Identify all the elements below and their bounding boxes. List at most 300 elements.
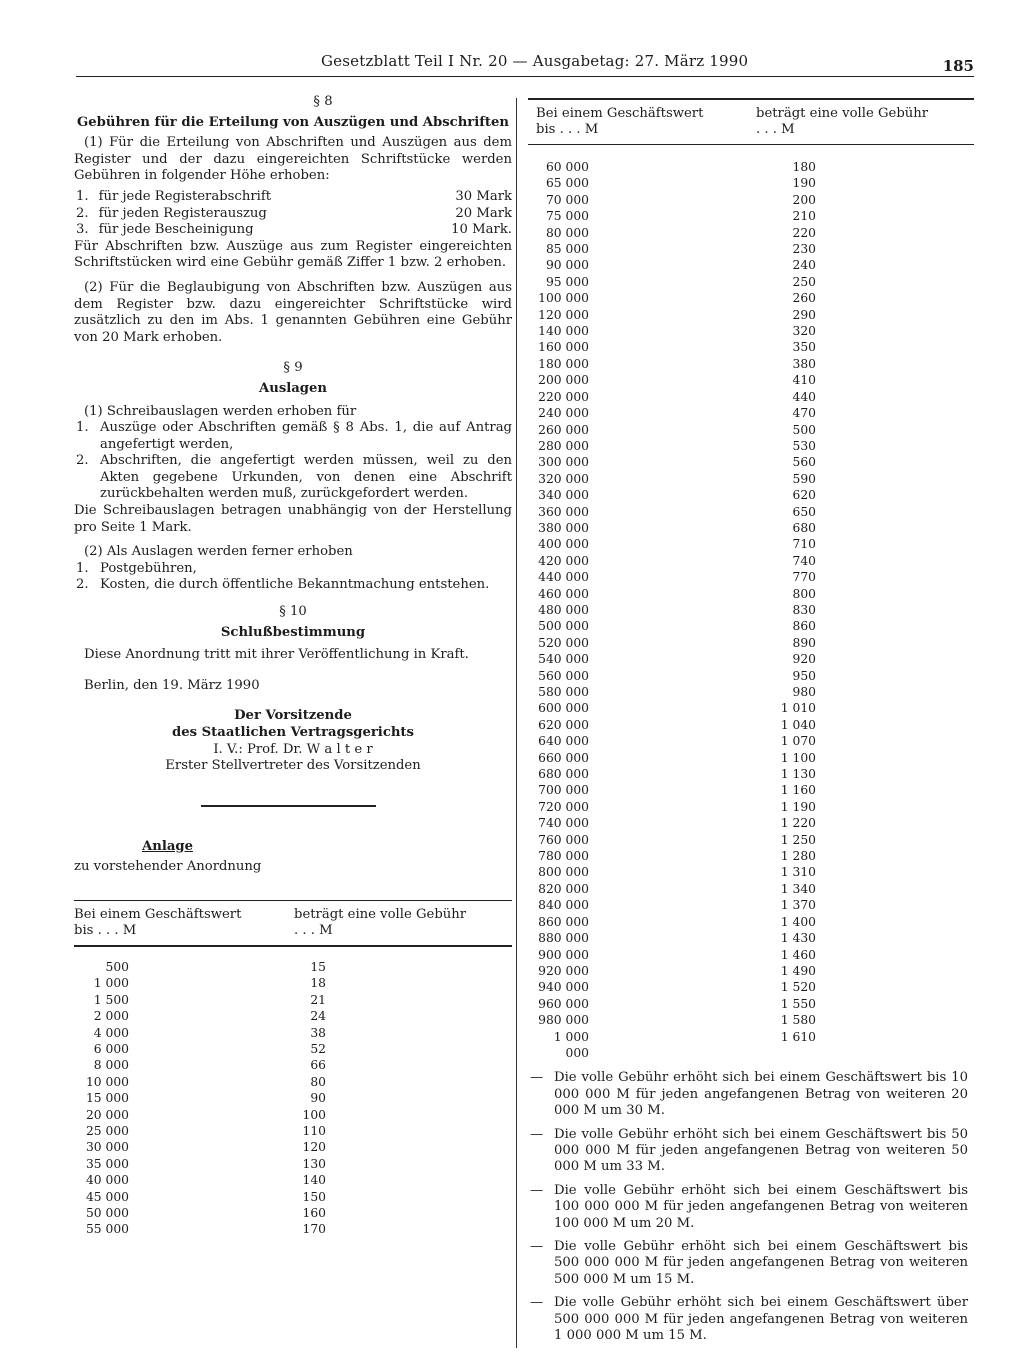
header-col1-line1: Bei einem Geschäftswert xyxy=(74,907,242,923)
fee-item xyxy=(74,222,512,239)
table-row xyxy=(528,700,974,716)
header-col2-line2: . . . M xyxy=(756,121,795,137)
fee-item-amount: 20 Mark xyxy=(455,205,512,221)
business-value-cell: 120 000 xyxy=(538,307,589,322)
fee-cell: 220 xyxy=(792,225,816,240)
business-value-cell: 640 000 xyxy=(538,734,589,749)
business-value-cell: 400 000 xyxy=(538,537,589,552)
fee-cell: 1 430 xyxy=(780,931,816,946)
note-item xyxy=(528,1127,974,1176)
business-value-cell: 840 000 xyxy=(538,898,589,913)
table-row xyxy=(528,832,974,848)
table-header-rule xyxy=(74,945,512,947)
fee-item-label xyxy=(74,222,254,239)
business-value-cell: 15 000 xyxy=(85,1091,129,1106)
section-10-text: Diese Anordnung tritt mit ihrer Veröffentlichung in Kraft. xyxy=(84,647,469,663)
fee-cell: 560 xyxy=(792,455,816,470)
header-col1-line2: bis . . . M xyxy=(536,121,599,137)
list-item-text: Kosten, die durch öffentliche Bekanntmachung entstehen. xyxy=(100,577,490,593)
table-row xyxy=(74,1189,512,1205)
fee-cell: 1 100 xyxy=(780,750,816,765)
business-value-cell: 500 xyxy=(105,959,129,974)
fee-cell: 320 xyxy=(792,324,816,339)
list-item-number: 2. xyxy=(76,453,89,469)
table-row xyxy=(74,1221,512,1237)
business-value-cell: 340 000 xyxy=(538,488,589,503)
fee-item-label xyxy=(74,189,271,206)
business-value-cell: 940 000 xyxy=(538,980,589,995)
fee-item-amount: 10 Mark. xyxy=(451,222,512,238)
table-row xyxy=(528,1012,974,1028)
table-row xyxy=(528,717,974,733)
fee-cell: 980 xyxy=(792,685,816,699)
signature-name: I. V.: Prof. Dr. W a l t e r xyxy=(213,741,373,757)
table-row xyxy=(528,1029,974,1062)
business-value-cell: 140 000 xyxy=(538,324,589,339)
fee-cell: 1 190 xyxy=(780,799,816,814)
business-value-cell: 260 000 xyxy=(538,422,589,437)
section-9-heading: § 9 xyxy=(283,360,303,376)
header-col2-line1: beträgt eine volle Gebühr xyxy=(294,907,467,923)
fee-cell: 1 580 xyxy=(780,1013,816,1028)
business-value-cell: 6 000 xyxy=(93,1042,129,1056)
table-row xyxy=(528,586,974,602)
table-row xyxy=(74,1025,512,1041)
business-value-cell: 800 000 xyxy=(538,865,589,880)
table-row xyxy=(74,1041,512,1057)
table-row xyxy=(528,635,974,651)
notes-list xyxy=(528,1070,974,1344)
business-value-cell: 1 500 xyxy=(93,992,129,1007)
table-row xyxy=(74,1172,512,1188)
table-row xyxy=(528,750,974,766)
table-row xyxy=(528,782,974,798)
table-row xyxy=(528,930,974,946)
business-value-cell: 160 000 xyxy=(538,340,589,355)
header-col2-line1: beträgt eine volle Gebühr xyxy=(756,105,929,121)
business-value-cell: 240 000 xyxy=(538,406,589,421)
business-value-cell: 200 000 xyxy=(538,373,589,388)
fee-list xyxy=(74,189,512,239)
fee-cell: 950 xyxy=(792,668,816,683)
fee-cell: 1 010 xyxy=(780,701,816,716)
list-item-text: Abschriften, die angefertigt werden müssen, weil zu den Akten gegebene Urkunden, von denen eine Abschrift zurückbehalten werden muß, zurückgefordert werden. xyxy=(100,453,512,502)
anlage-title: Anlage xyxy=(142,838,193,854)
business-value-cell: 30 000 xyxy=(85,1140,129,1155)
fee-cell: 920 xyxy=(792,652,816,667)
business-value-cell: 580 000 xyxy=(538,685,589,699)
business-value-cell: 75 000 xyxy=(545,209,589,224)
table-row xyxy=(528,864,974,880)
business-value-cell: 35 000 xyxy=(85,1156,129,1171)
fee-cell: 1 490 xyxy=(780,963,816,978)
section-9-title: Auslagen xyxy=(259,380,327,396)
table-row xyxy=(528,175,974,191)
fee-cell: 1 070 xyxy=(780,734,816,749)
table-row xyxy=(528,881,974,897)
business-value-cell: 65 000 xyxy=(545,176,589,191)
business-value-cell: 95 000 xyxy=(545,274,589,289)
business-value-cell: 540 000 xyxy=(538,652,589,667)
business-value-cell: 960 000 xyxy=(538,996,589,1011)
business-value-cell: 780 000 xyxy=(538,849,589,864)
business-value-cell: 80 000 xyxy=(545,225,589,240)
table-row xyxy=(528,471,974,487)
table-row xyxy=(528,422,974,438)
business-value-cell: 760 000 xyxy=(538,832,589,847)
fee-cell: 830 xyxy=(792,602,816,617)
table-row xyxy=(528,766,974,782)
section-8-paragraph-1b: Für Abschriften bzw. Auszüge aus zum Register eingereichten Schriftstücken wird eine Gebühr gemäß Ziffer 1 bzw. 2 erhoben. xyxy=(74,238,512,271)
fee-item-label xyxy=(74,206,267,223)
business-value-cell: 1 000 xyxy=(93,976,129,991)
table-row xyxy=(74,1205,512,1221)
fee-item-text: für jede Registerabschrift xyxy=(98,188,272,204)
fee-cell: 1 460 xyxy=(780,947,816,962)
fee-cell: 66 xyxy=(310,1058,326,1073)
fee-cell: 120 xyxy=(302,1140,326,1155)
note-text: Die volle Gebühr erhöht sich bei einem Geschäftswert bis 10 000 000 M für jeden angefangenen Betrag von weiteren 20 000 M um 30 M. xyxy=(554,1070,968,1119)
fee-cell: 52 xyxy=(310,1042,326,1056)
fee-cell: 210 xyxy=(792,209,816,224)
table-row xyxy=(528,307,974,323)
business-value-cell: 380 000 xyxy=(538,520,589,535)
fee-cell: 740 xyxy=(792,553,816,568)
note-item xyxy=(528,1070,974,1119)
table-row xyxy=(74,1107,512,1123)
fee-cell: 800 xyxy=(792,586,816,601)
fee-cell: 380 xyxy=(792,356,816,371)
table-row xyxy=(528,339,974,355)
fee-table-right xyxy=(528,98,974,1061)
business-value-cell: 100 000 xyxy=(538,291,589,306)
table-row xyxy=(74,1156,512,1172)
fee-cell: 1 310 xyxy=(780,865,816,880)
expense-list-2 xyxy=(74,561,512,594)
table-row xyxy=(528,225,974,241)
fee-cell: 250 xyxy=(792,274,816,289)
fee-item-number: 2. xyxy=(76,205,89,221)
business-value-cell: 50 000 xyxy=(85,1206,129,1221)
table-body-right xyxy=(528,159,974,1061)
fee-cell: 1 400 xyxy=(780,914,816,929)
section-9-paragraph-1: (1) Schreibauslagen werden erhoben für xyxy=(84,403,357,419)
business-value-cell: 820 000 xyxy=(538,881,589,896)
table-row xyxy=(74,1008,512,1024)
list-item-number: 1. xyxy=(76,560,89,576)
fee-cell: 1 340 xyxy=(780,881,816,896)
business-value-cell: 720 000 xyxy=(538,799,589,814)
business-value-cell: 500 000 xyxy=(538,619,589,634)
business-value-cell: 220 000 xyxy=(538,389,589,404)
table-row xyxy=(528,799,974,815)
fee-cell: 190 xyxy=(792,176,816,191)
table-row xyxy=(528,684,974,700)
divider-line xyxy=(201,805,376,807)
table-row xyxy=(74,975,512,991)
fee-cell: 1 280 xyxy=(780,849,816,864)
fee-cell: 21 xyxy=(310,992,326,1007)
signature-title: Der Vorsitzende xyxy=(234,708,352,724)
fee-cell: 680 xyxy=(792,520,816,535)
signature-institution: des Staatlichen Vertragsgerichts xyxy=(172,725,414,740)
page-header xyxy=(76,50,974,77)
fee-cell: 170 xyxy=(302,1222,326,1237)
header-col1-line2: bis . . . M xyxy=(74,923,137,939)
list-item-number: 1. xyxy=(76,420,89,436)
business-value-cell: 280 000 xyxy=(538,438,589,453)
fee-cell: 230 xyxy=(792,242,816,257)
section-8-paragraph-1: (1) Für die Erteilung von Abschriften und Auszügen aus dem Register und der dazu eingereichten Schriftstücke werden Gebühren in folgender Höhe erhoben: xyxy=(74,135,512,184)
table-row xyxy=(528,520,974,536)
table-row xyxy=(74,1139,512,1155)
left-column xyxy=(74,94,512,1238)
table-row xyxy=(74,1074,512,1090)
section-10-heading: § 10 xyxy=(279,604,307,620)
fee-cell: 100 xyxy=(302,1107,326,1122)
business-value-cell: 1 000 000 xyxy=(553,1029,589,1060)
section-8-heading: § 8 xyxy=(313,94,333,109)
fee-cell: 200 xyxy=(792,192,816,207)
business-value-cell: 620 000 xyxy=(538,717,589,732)
fee-cell: 620 xyxy=(792,488,816,503)
fee-cell: 500 xyxy=(792,422,816,437)
table-row xyxy=(528,848,974,864)
business-value-cell: 460 000 xyxy=(538,586,589,601)
fee-item-text: für jede Bescheinigung xyxy=(98,222,254,238)
fee-cell: 890 xyxy=(792,635,816,650)
note-text: Die volle Gebühr erhöht sich bei einem Geschäftswert bis 500 000 000 M für jeden angefangenen Betrag von weiteren 500 000 M um 15 M. xyxy=(554,1239,968,1287)
business-value-cell: 40 000 xyxy=(85,1173,129,1188)
fee-cell: 530 xyxy=(792,438,816,453)
fee-item-number: 3. xyxy=(76,222,89,238)
business-value-cell: 25 000 xyxy=(85,1124,129,1139)
business-value-cell: 600 000 xyxy=(538,701,589,716)
list-item xyxy=(74,453,512,503)
table-row xyxy=(528,208,974,224)
table-header-rule xyxy=(528,144,974,146)
fee-cell: 710 xyxy=(792,537,816,552)
fee-cell: 38 xyxy=(310,1025,326,1040)
fee-item-text: für jeden Registerauszug xyxy=(98,205,267,221)
table-row xyxy=(528,323,974,339)
business-value-cell: 680 000 xyxy=(538,767,589,782)
business-value-cell: 55 000 xyxy=(85,1222,129,1237)
place-date: Berlin, den 19. März 1990 xyxy=(84,677,260,693)
note-item xyxy=(528,1239,974,1288)
note-item xyxy=(528,1295,974,1344)
note-item xyxy=(528,1183,974,1232)
header-col2-line2: . . . M xyxy=(294,923,333,939)
header-title: Gesetzblatt Teil I Nr. 20 — Ausgabetag: 27. März 1990 xyxy=(321,52,749,70)
section-8-paragraph-2: (2) Für die Beglaubigung von Abschriften bzw. Auszügen aus dem Register bzw. dazu eingereichter Schriftstücke wird zusätzlich zu den im Abs. 1 genannten Gebühren eine Gebühr von 20 Mark erhoben. xyxy=(74,279,512,345)
fee-cell: 110 xyxy=(302,1124,326,1139)
fee-cell: 1 040 xyxy=(780,717,816,732)
table-row xyxy=(528,668,974,684)
business-value-cell: 740 000 xyxy=(538,816,589,831)
fee-cell: 1 520 xyxy=(780,980,816,995)
list-item-number: 2. xyxy=(76,577,89,593)
fee-cell: 90 xyxy=(310,1091,326,1106)
fee-cell: 440 xyxy=(792,389,816,404)
business-value-cell: 900 000 xyxy=(538,947,589,962)
fee-cell: 240 xyxy=(792,258,816,273)
fee-cell: 410 xyxy=(792,373,816,388)
business-value-cell: 8 000 xyxy=(93,1058,129,1073)
fee-cell: 15 xyxy=(310,959,326,974)
note-dash: — xyxy=(530,1070,544,1086)
business-value-cell: 70 000 xyxy=(545,192,589,207)
note-dash: — xyxy=(530,1182,544,1198)
fee-item xyxy=(74,206,512,223)
fee-item xyxy=(74,189,512,206)
table-row xyxy=(528,914,974,930)
fee-cell: 1 220 xyxy=(780,816,816,831)
section-9-paragraph-2: (2) Als Auslagen werden ferner erhoben xyxy=(84,544,353,560)
table-row xyxy=(528,553,974,569)
business-value-cell: 660 000 xyxy=(538,750,589,765)
fee-cell: 260 xyxy=(792,291,816,306)
table-row xyxy=(74,1123,512,1139)
table-row xyxy=(528,405,974,421)
table-row xyxy=(528,815,974,831)
business-value-cell: 700 000 xyxy=(538,783,589,798)
note-dash: — xyxy=(530,1295,544,1311)
header-col1-line1: Bei einem Geschäftswert xyxy=(536,105,704,121)
fee-item-amount: 30 Mark xyxy=(455,188,512,204)
table-row xyxy=(528,963,974,979)
business-value-cell: 880 000 xyxy=(538,931,589,946)
list-item-text: Postgebühren, xyxy=(100,560,197,576)
table-row xyxy=(528,618,974,634)
fee-cell: 1 250 xyxy=(780,832,816,847)
table-row xyxy=(528,389,974,405)
table-row xyxy=(528,241,974,257)
business-value-cell: 920 000 xyxy=(538,963,589,978)
business-value-cell: 320 000 xyxy=(538,471,589,486)
table-row xyxy=(528,651,974,667)
business-value-cell: 180 000 xyxy=(538,356,589,371)
fee-cell: 130 xyxy=(302,1156,326,1171)
fee-cell: 650 xyxy=(792,504,816,519)
table-body-left xyxy=(74,959,512,1238)
business-value-cell: 4 000 xyxy=(93,1025,129,1040)
table-row xyxy=(74,992,512,1008)
note-dash: — xyxy=(530,1239,544,1254)
fee-cell: 180 xyxy=(792,160,816,174)
fee-cell: 290 xyxy=(792,307,816,322)
note-text: Die volle Gebühr erhöht sich bei einem Geschäftswert über 500 000 000 M für jeden angefangenen Betrag von weiteren 1 000 000 M um 15 M. xyxy=(554,1295,968,1344)
table-row xyxy=(528,504,974,520)
anlage-subtitle: zu vorstehender Anordnung xyxy=(74,859,262,875)
fee-cell: 140 xyxy=(302,1173,326,1188)
fee-cell: 860 xyxy=(792,619,816,634)
right-column xyxy=(528,98,974,1344)
list-item xyxy=(74,561,512,578)
list-item xyxy=(74,577,512,594)
business-value-cell: 520 000 xyxy=(538,635,589,650)
table-row xyxy=(528,192,974,208)
fee-table-left xyxy=(74,900,512,1238)
table-row xyxy=(528,454,974,470)
table-row xyxy=(528,257,974,273)
table-row xyxy=(528,536,974,552)
fee-cell: 1 610 xyxy=(780,1029,816,1044)
fee-item-number: 1. xyxy=(76,188,89,204)
section-8-title: Gebühren für die Erteilung von Auszügen und Abschriften xyxy=(76,114,509,130)
table-row xyxy=(528,372,974,388)
fee-cell: 18 xyxy=(310,976,326,991)
business-value-cell: 860 000 xyxy=(538,914,589,929)
business-value-cell: 45 000 xyxy=(85,1189,129,1204)
business-value-cell: 440 000 xyxy=(538,570,589,585)
table-row xyxy=(528,897,974,913)
expense-list-1 xyxy=(74,420,512,503)
table-row xyxy=(528,979,974,995)
table-row xyxy=(528,947,974,963)
business-value-cell: 20 000 xyxy=(85,1107,129,1122)
fee-cell: 470 xyxy=(792,406,816,421)
business-value-cell: 85 000 xyxy=(545,242,589,257)
fee-cell: 80 xyxy=(310,1074,326,1089)
table-row xyxy=(528,159,974,175)
column-divider xyxy=(516,98,517,1348)
business-value-cell: 60 000 xyxy=(545,160,589,174)
table-header xyxy=(528,100,974,144)
table-row xyxy=(528,438,974,454)
table-row xyxy=(528,602,974,618)
business-value-cell: 10 000 xyxy=(85,1074,129,1089)
table-row xyxy=(74,1057,512,1073)
section-9-paragraph-1b: Die Schreibauslagen betragen unabhängig von der Herstellung pro Seite 1 Mark. xyxy=(74,503,512,535)
table-row xyxy=(528,733,974,749)
note-text: Die volle Gebühr erhöht sich bei einem Geschäftswert bis 100 000 000 M für jeden angefangenen Betrag von weiteren 100 000 M um 20 M. xyxy=(554,1182,968,1231)
section-10-title: Schlußbestimmung xyxy=(220,624,366,640)
business-value-cell: 300 000 xyxy=(538,455,589,470)
business-value-cell: 480 000 xyxy=(538,602,589,617)
fee-cell: 1 160 xyxy=(780,783,816,798)
table-header xyxy=(74,901,512,945)
table-row xyxy=(528,487,974,503)
table-row xyxy=(528,569,974,585)
table-row xyxy=(74,959,512,975)
table-row xyxy=(528,274,974,290)
business-value-cell: 360 000 xyxy=(538,504,589,519)
table-row xyxy=(74,1090,512,1106)
fee-cell: 24 xyxy=(310,1009,326,1024)
fee-cell: 150 xyxy=(302,1189,326,1204)
business-value-cell: 420 000 xyxy=(538,553,589,568)
fee-cell: 1 130 xyxy=(780,767,816,782)
list-item-text: Auszüge oder Abschriften gemäß § 8 Abs. 1, die auf Antrag angefertigt werden, xyxy=(100,420,512,452)
business-value-cell: 90 000 xyxy=(545,258,589,273)
fee-cell: 160 xyxy=(302,1206,326,1221)
list-item xyxy=(74,420,512,453)
fee-cell: 590 xyxy=(792,471,816,486)
fee-cell: 1 550 xyxy=(780,996,816,1011)
fee-cell: 350 xyxy=(792,340,816,355)
note-dash: — xyxy=(530,1126,544,1142)
table-row xyxy=(528,356,974,372)
fee-cell: 770 xyxy=(792,570,816,585)
fee-cell: 1 370 xyxy=(780,898,816,913)
signature-role: Erster Stellvertreter des Vorsitzenden xyxy=(165,758,421,774)
table-row xyxy=(528,996,974,1012)
table-row xyxy=(528,290,974,306)
page-number: 185 xyxy=(942,57,974,75)
business-value-cell: 980 000 xyxy=(538,1013,589,1028)
note-text: Die volle Gebühr erhöht sich bei einem Geschäftswert bis 50 000 000 M für jeden angefangenen Betrag von weiteren 50 000 M um 33 M. xyxy=(554,1126,968,1175)
